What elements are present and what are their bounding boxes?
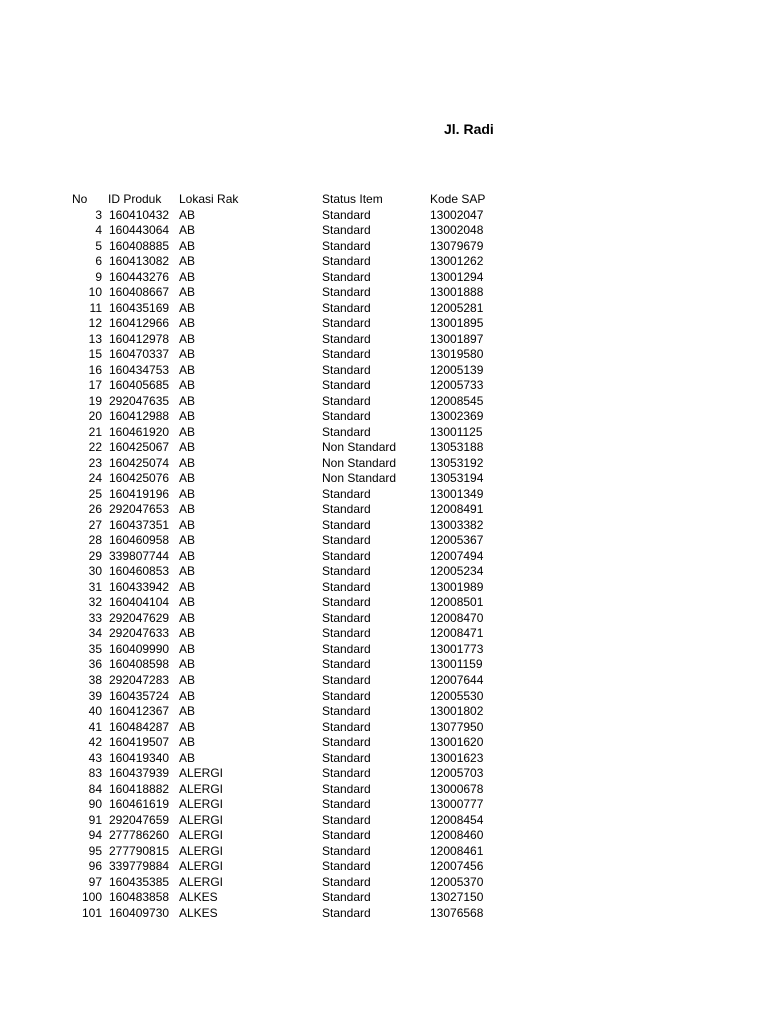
cell-no: 36: [88, 657, 102, 672]
cell-kode-sap: 13001623: [430, 750, 484, 765]
cell-id-produk: 160409990: [109, 641, 170, 656]
cell-no: 5: [95, 238, 102, 253]
cell-status-item: Standard: [322, 269, 371, 284]
cell-lokasi-rak: ALERGI: [179, 843, 224, 858]
table-row: [0, 813, 768, 829]
table-row: [0, 704, 768, 720]
cell-status-item: Standard: [322, 223, 371, 238]
cell-no: 29: [88, 548, 102, 563]
table-body: [0, 208, 768, 922]
cell-lokasi-rak: AB: [179, 331, 196, 346]
cell-lokasi-rak: AB: [179, 223, 196, 238]
header-status-item: Status Item: [322, 192, 383, 206]
page-title: Jl. Radi: [444, 121, 494, 137]
cell-no: 95: [88, 843, 102, 858]
table-row: [0, 595, 768, 611]
cell-status-item: Standard: [322, 424, 371, 439]
cell-lokasi-rak: AB: [179, 704, 196, 719]
table-row: [0, 425, 768, 441]
cell-status-item: Standard: [322, 859, 371, 874]
cell-status-item: Standard: [322, 843, 371, 858]
cell-id-produk: 292047635: [109, 393, 170, 408]
cell-kode-sap: 12008471: [430, 626, 484, 641]
cell-kode-sap: 13001620: [430, 735, 484, 750]
cell-lokasi-rak: AB: [179, 735, 196, 750]
cell-id-produk: 160435724: [109, 688, 170, 703]
table-row: [0, 285, 768, 301]
cell-kode-sap: 13027150: [430, 890, 484, 905]
cell-id-produk: 160419507: [109, 735, 170, 750]
cell-id-produk: 160461920: [109, 424, 170, 439]
cell-no: 100: [81, 890, 102, 905]
cell-lokasi-rak: AB: [179, 455, 196, 470]
table-row: [0, 316, 768, 332]
cell-kode-sap: 12005234: [430, 564, 484, 579]
cell-no: 6: [95, 254, 102, 269]
cell-status-item: Standard: [322, 672, 371, 687]
cell-id-produk: 160412367: [109, 704, 170, 719]
cell-id-produk: 160435169: [109, 300, 170, 315]
cell-lokasi-rak: AB: [179, 424, 196, 439]
cell-lokasi-rak: AB: [179, 719, 196, 734]
cell-kode-sap: 13079679: [430, 238, 484, 253]
cell-id-produk: 160434753: [109, 362, 170, 377]
cell-no: 40: [88, 704, 102, 719]
table-row: [0, 906, 768, 922]
cell-no: 3: [95, 207, 102, 222]
cell-no: 4: [95, 223, 102, 238]
cell-status-item: Standard: [322, 393, 371, 408]
table-header-row: [0, 192, 768, 208]
cell-no: 42: [88, 735, 102, 750]
cell-id-produk: 292047629: [109, 610, 170, 625]
cell-id-produk: 160435385: [109, 874, 170, 889]
cell-no: 25: [88, 486, 102, 501]
cell-status-item: Standard: [322, 812, 371, 827]
cell-id-produk: 160425074: [109, 455, 170, 470]
cell-kode-sap: 13053188: [430, 440, 484, 455]
cell-status-item: Standard: [322, 781, 371, 796]
cell-lokasi-rak: AB: [179, 440, 196, 455]
cell-status-item: Standard: [322, 750, 371, 765]
cell-lokasi-rak: AB: [179, 672, 196, 687]
cell-no: 91: [88, 812, 102, 827]
table-row: [0, 223, 768, 239]
cell-status-item: Standard: [322, 595, 371, 610]
cell-no: 41: [88, 719, 102, 734]
table-row: [0, 657, 768, 673]
cell-kode-sap: 13002047: [430, 207, 484, 222]
cell-status-item: Standard: [322, 719, 371, 734]
cell-lokasi-rak: AB: [179, 238, 196, 253]
cell-no: 32: [88, 595, 102, 610]
header-id-produk: ID Produk: [108, 192, 162, 206]
cell-status-item: Standard: [322, 828, 371, 843]
cell-id-produk: 160484287: [109, 719, 170, 734]
cell-id-produk: 160412966: [109, 316, 170, 331]
cell-no: 83: [88, 766, 102, 781]
cell-status-item: Standard: [322, 704, 371, 719]
cell-id-produk: 339779884: [109, 859, 170, 874]
cell-status-item: Standard: [322, 285, 371, 300]
cell-id-produk: 160409730: [109, 905, 170, 920]
cell-lokasi-rak: AB: [179, 300, 196, 315]
table-row: [0, 642, 768, 658]
header-no: No: [72, 192, 88, 206]
table-row: [0, 518, 768, 534]
cell-kode-sap: 12007644: [430, 672, 484, 687]
cell-id-produk: 160443276: [109, 269, 170, 284]
cell-id-produk: 160461619: [109, 797, 170, 812]
cell-lokasi-rak: ALERGI: [179, 766, 224, 781]
cell-no: 17: [88, 378, 102, 393]
cell-lokasi-rak: ALERGI: [179, 812, 224, 827]
cell-no: 28: [88, 533, 102, 548]
cell-status-item: Standard: [322, 890, 371, 905]
cell-no: 33: [88, 610, 102, 625]
header-kode-sap: Kode SAP: [430, 192, 486, 206]
cell-lokasi-rak: AB: [179, 595, 196, 610]
cell-status-item: Standard: [322, 657, 371, 672]
cell-id-produk: 160408598: [109, 657, 170, 672]
cell-status-item: Standard: [322, 766, 371, 781]
cell-kode-sap: 13001802: [430, 704, 484, 719]
cell-kode-sap: 12008501: [430, 595, 484, 610]
table-row: [0, 890, 768, 906]
cell-no: 101: [81, 905, 102, 920]
cell-lokasi-rak: AB: [179, 285, 196, 300]
cell-kode-sap: 12007494: [430, 548, 484, 563]
table-row: [0, 471, 768, 487]
table-row: [0, 533, 768, 549]
cell-id-produk: 160443064: [109, 223, 170, 238]
cell-lokasi-rak: AB: [179, 409, 196, 424]
cell-no: 39: [88, 688, 102, 703]
cell-no: 11: [89, 300, 102, 315]
table-row: [0, 239, 768, 255]
cell-id-produk: 339807744: [109, 548, 170, 563]
cell-kode-sap: 12008470: [430, 610, 484, 625]
cell-lokasi-rak: AB: [179, 347, 196, 362]
cell-id-produk: 160404104: [109, 595, 170, 610]
cell-kode-sap: 13001773: [430, 641, 484, 656]
cell-kode-sap: 13001294: [430, 269, 484, 284]
cell-kode-sap: 12008545: [430, 393, 484, 408]
cell-lokasi-rak: AB: [179, 269, 196, 284]
cell-kode-sap: 13001125: [430, 424, 483, 439]
cell-id-produk: 160483858: [109, 890, 170, 905]
cell-status-item: Standard: [322, 238, 371, 253]
cell-status-item: Standard: [322, 610, 371, 625]
cell-no: 20: [88, 409, 102, 424]
table-row: [0, 456, 768, 472]
table-row: [0, 828, 768, 844]
table-row: [0, 580, 768, 596]
cell-status-item: Standard: [322, 502, 371, 517]
cell-id-produk: 160408885: [109, 238, 170, 253]
cell-lokasi-rak: AB: [179, 362, 196, 377]
cell-lokasi-rak: AB: [179, 610, 196, 625]
cell-status-item: Standard: [322, 735, 371, 750]
cell-id-produk: 292047653: [109, 502, 170, 517]
cell-lokasi-rak: AB: [179, 378, 196, 393]
cell-lokasi-rak: ALKES: [179, 890, 218, 905]
cell-id-produk: 160460958: [109, 533, 170, 548]
cell-lokasi-rak: AB: [179, 657, 196, 672]
cell-kode-sap: 12005530: [430, 688, 484, 703]
table-row: [0, 502, 768, 518]
table-row: [0, 720, 768, 736]
table-row: [0, 766, 768, 782]
cell-status-item: Standard: [322, 905, 371, 920]
cell-lokasi-rak: ALERGI: [179, 781, 224, 796]
table-row: [0, 378, 768, 394]
table-row: [0, 844, 768, 860]
cell-lokasi-rak: AB: [179, 471, 196, 486]
cell-lokasi-rak: AB: [179, 641, 196, 656]
cell-id-produk: 160470337: [109, 347, 170, 362]
cell-id-produk: 160419196: [109, 486, 170, 501]
cell-id-produk: 160410432: [109, 207, 170, 222]
table-row: [0, 487, 768, 503]
cell-no: 26: [88, 502, 102, 517]
cell-no: 12: [88, 316, 102, 331]
cell-kode-sap: 13001989: [430, 579, 484, 594]
table-row: [0, 875, 768, 891]
cell-kode-sap: 13001888: [430, 285, 484, 300]
cell-status-item: Standard: [322, 347, 371, 362]
cell-lokasi-rak: AB: [179, 548, 196, 563]
cell-kode-sap: 12008460: [430, 828, 484, 843]
cell-kode-sap: 13002369: [430, 409, 484, 424]
cell-no: 96: [88, 859, 102, 874]
table-row: [0, 208, 768, 224]
cell-id-produk: 160412978: [109, 331, 170, 346]
cell-no: 24: [88, 471, 102, 486]
cell-kode-sap: 12008454: [430, 812, 484, 827]
cell-lokasi-rak: AB: [179, 393, 196, 408]
cell-no: 84: [88, 781, 102, 796]
cell-kode-sap: 13001262: [430, 254, 484, 269]
cell-id-produk: 292047283: [109, 672, 170, 687]
cell-no: 15: [88, 347, 102, 362]
cell-status-item: Standard: [322, 254, 371, 269]
cell-lokasi-rak: ALERGI: [179, 859, 224, 874]
cell-lokasi-rak: AB: [179, 688, 196, 703]
cell-kode-sap: 13001895: [430, 316, 484, 331]
cell-kode-sap: 13053194: [430, 471, 484, 486]
cell-status-item: Standard: [322, 207, 371, 222]
cell-id-produk: 160408667: [109, 285, 170, 300]
cell-no: 35: [88, 641, 102, 656]
cell-kode-sap: 13003382: [430, 517, 484, 532]
cell-id-produk: 277790815: [109, 843, 170, 858]
cell-kode-sap: 12005370: [430, 874, 484, 889]
cell-lokasi-rak: ALKES: [179, 905, 218, 920]
cell-no: 22: [88, 440, 102, 455]
cell-status-item: Non Standard: [322, 471, 397, 486]
cell-status-item: Standard: [322, 533, 371, 548]
cell-status-item: Standard: [322, 517, 371, 532]
cell-kode-sap: 12005281: [430, 300, 484, 315]
cell-kode-sap: 13077950: [430, 719, 484, 734]
cell-status-item: Standard: [322, 641, 371, 656]
cell-id-produk: 160413082: [109, 254, 170, 269]
cell-lokasi-rak: AB: [179, 579, 196, 594]
cell-id-produk: 160437939: [109, 766, 170, 781]
cell-no: 30: [88, 564, 102, 579]
cell-lokasi-rak: AB: [179, 254, 196, 269]
cell-kode-sap: 13001897: [430, 331, 484, 346]
table-row: [0, 440, 768, 456]
table-row: [0, 782, 768, 798]
cell-id-produk: 160437351: [109, 517, 170, 532]
cell-kode-sap: 13000678: [430, 781, 484, 796]
cell-kode-sap: 12005367: [430, 533, 484, 548]
cell-kode-sap: 12008491: [430, 502, 484, 517]
cell-no: 38: [88, 672, 102, 687]
table-row: [0, 347, 768, 363]
cell-no: 23: [88, 455, 102, 470]
cell-kode-sap: 12005733: [430, 378, 484, 393]
cell-status-item: Standard: [322, 579, 371, 594]
cell-status-item: Standard: [322, 486, 371, 501]
table-row: [0, 626, 768, 642]
cell-status-item: Standard: [322, 874, 371, 889]
cell-lokasi-rak: AB: [179, 564, 196, 579]
cell-kode-sap: 13053192: [430, 455, 484, 470]
cell-lokasi-rak: AB: [179, 316, 196, 331]
cell-no: 34: [88, 626, 102, 641]
cell-lokasi-rak: AB: [179, 533, 196, 548]
cell-kode-sap: 13076568: [430, 905, 484, 920]
table-row: [0, 363, 768, 379]
cell-status-item: Non Standard: [322, 455, 397, 470]
cell-status-item: Standard: [322, 548, 371, 563]
cell-kode-sap: 13001159: [430, 657, 483, 672]
product-table: [0, 192, 768, 921]
cell-no: 97: [88, 874, 102, 889]
table-row: [0, 409, 768, 425]
cell-kode-sap: 13019580: [430, 347, 484, 362]
cell-no: 9: [95, 269, 102, 284]
cell-lokasi-rak: ALERGI: [179, 797, 224, 812]
cell-id-produk: 160425067: [109, 440, 170, 455]
cell-status-item: Standard: [322, 316, 371, 331]
cell-status-item: Standard: [322, 688, 371, 703]
cell-id-produk: 292047659: [109, 812, 170, 827]
cell-id-produk: 160460853: [109, 564, 170, 579]
cell-no: 10: [88, 285, 102, 300]
table-row: [0, 270, 768, 286]
table-row: [0, 301, 768, 317]
cell-lokasi-rak: AB: [179, 207, 196, 222]
cell-lokasi-rak: ALERGI: [179, 874, 224, 889]
cell-status-item: Standard: [322, 300, 371, 315]
table-row: [0, 751, 768, 767]
cell-status-item: Standard: [322, 362, 371, 377]
table-row: [0, 611, 768, 627]
cell-kode-sap: 12005703: [430, 766, 484, 781]
cell-kode-sap: 13001349: [430, 486, 484, 501]
cell-lokasi-rak: ALERGI: [179, 828, 224, 843]
cell-lokasi-rak: AB: [179, 502, 196, 517]
cell-no: 31: [88, 579, 102, 594]
table-row: [0, 332, 768, 348]
cell-no: 43: [88, 750, 102, 765]
cell-id-produk: 160418882: [109, 781, 170, 796]
cell-no: 21: [88, 424, 102, 439]
cell-id-produk: 160433942: [109, 579, 170, 594]
table-row: [0, 564, 768, 580]
cell-lokasi-rak: AB: [179, 750, 196, 765]
cell-id-produk: 160405685: [109, 378, 170, 393]
cell-status-item: Standard: [322, 797, 371, 812]
cell-id-produk: 277786260: [109, 828, 170, 843]
cell-status-item: Standard: [322, 409, 371, 424]
cell-no: 90: [88, 797, 102, 812]
cell-kode-sap: 12007456: [430, 859, 484, 874]
cell-status-item: Standard: [322, 378, 371, 393]
cell-kode-sap: 13000777: [430, 797, 484, 812]
cell-lokasi-rak: AB: [179, 486, 196, 501]
cell-status-item: Standard: [322, 331, 371, 346]
cell-no: 16: [88, 362, 102, 377]
table-row: [0, 689, 768, 705]
cell-kode-sap: 12008461: [430, 843, 484, 858]
cell-status-item: Non Standard: [322, 440, 397, 455]
cell-no: 94: [88, 828, 102, 843]
table-row: [0, 859, 768, 875]
cell-no: 19: [88, 393, 102, 408]
cell-id-produk: 160419340: [109, 750, 170, 765]
table-row: [0, 254, 768, 270]
table-row: [0, 673, 768, 689]
cell-status-item: Standard: [322, 626, 371, 641]
cell-lokasi-rak: AB: [179, 626, 196, 641]
table-row: [0, 735, 768, 751]
table-row: [0, 394, 768, 410]
cell-lokasi-rak: AB: [179, 517, 196, 532]
cell-kode-sap: 12005139: [430, 362, 484, 377]
cell-no: 13: [88, 331, 102, 346]
cell-id-produk: 160425076: [109, 471, 170, 486]
cell-status-item: Standard: [322, 564, 371, 579]
table-row: [0, 797, 768, 813]
cell-kode-sap: 13002048: [430, 223, 484, 238]
cell-no: 27: [88, 517, 102, 532]
cell-id-produk: 160412988: [109, 409, 170, 424]
cell-id-produk: 292047633: [109, 626, 170, 641]
table-row: [0, 549, 768, 565]
header-lokasi-rak: Lokasi Rak: [179, 192, 239, 206]
